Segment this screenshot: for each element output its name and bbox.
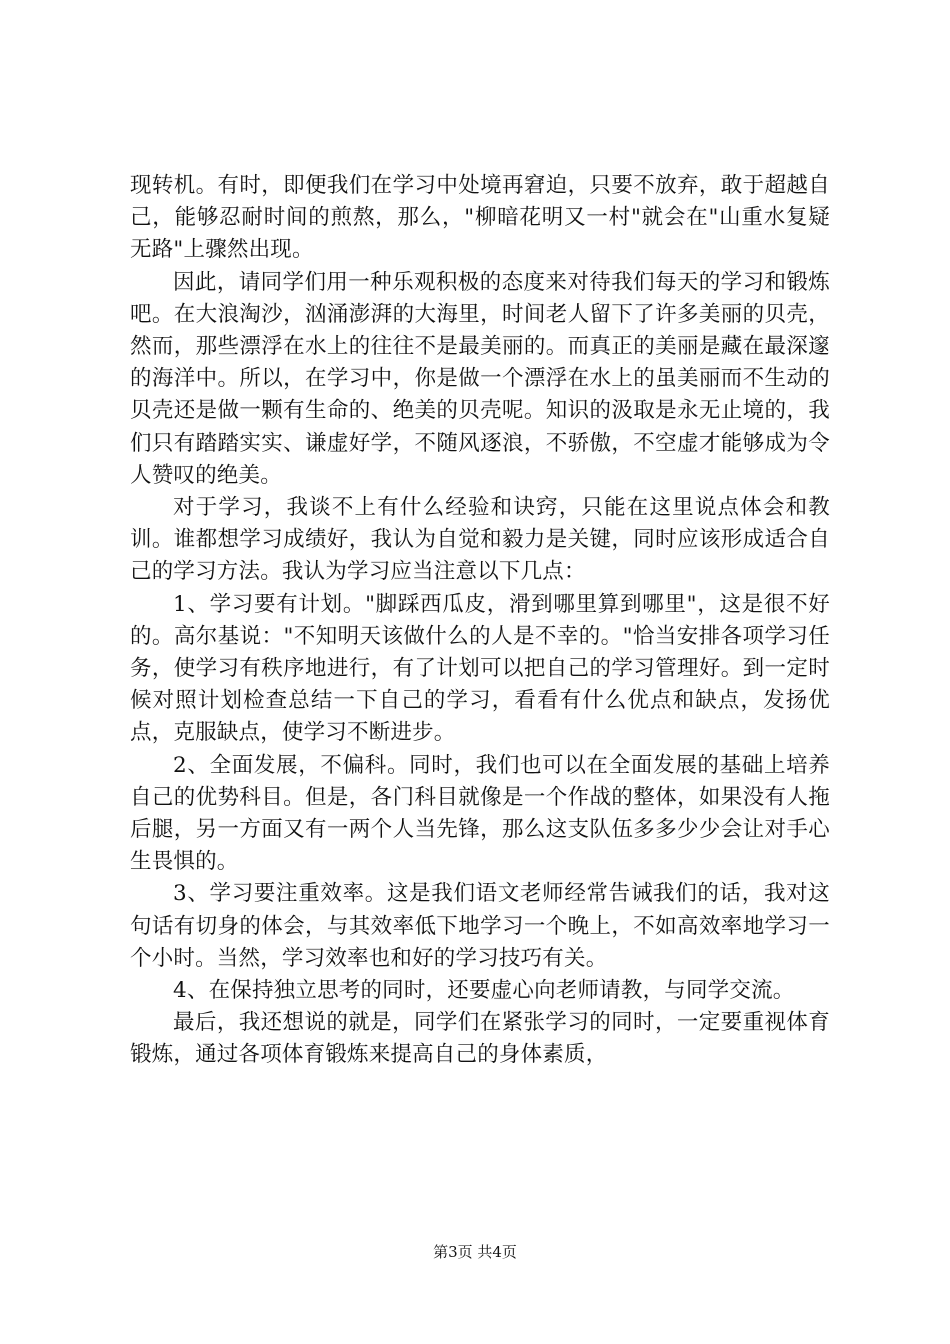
- paragraph-2: 因此，请同学们用一种乐观积极的态度来对待我们每天的学习和锻炼吧。在大浪淘沙，汹涌澎湃的大海里，时间老人留下了许多美丽的贝壳，然而，那些漂浮在水上的往往不是最美丽的。而真正的美丽是藏在最深邃的海洋中。所以，在学习中，你是做一个漂浮在水上的虽美丽而不生动的贝壳还是做一颗有生命的、绝美的贝壳呢。知识的汲取是永无止境的，我们只有踏踏实实、谦虚好学，不随风逐浪，不骄傲，不空虚才能够成为令人赞叹的绝美。: [130, 269, 830, 488]
- paragraph-1: 现转机。有时，即便我们在学习中处境再窘迫，只要不放弃，敢于超越自己，能够忍耐时间的煎熬，那么，"柳暗花明又一村"就会在"山重水复疑无路"上骤然出现。: [130, 173, 830, 263]
- paragraph-4: 1、学习要有计划。"脚踩西瓜皮，滑到哪里算到哪里"，这是很不好的。高尔基说："不知明天该做什么的人是不幸的。"恰当安排各项学习任务，使学习有秩序地进行，有了计划可以把自己的学习管理好。到一定时候对照计划检查总结一下自己的学习，看看有什么优点和缺点，发扬优点，克服缺点，使学习不断进步。: [130, 591, 830, 746]
- page-footer: [0, 1242, 950, 1262]
- paragraph-5: 2、全面发展，不偏科。同时，我们也可以在全面发展的基础上培养自己的优势科目。但是，各门科目就像是一个作战的整体，如果没有人拖后腿，另一方面又有一两个人当先锋，那么这支队伍多多少少会让对手心生畏惧的。: [130, 752, 830, 875]
- page-number: 第3页 共4页: [433, 1243, 517, 1261]
- paragraph-7: 4、在保持独立思考的同时，还要虚心向老师请教，与同学交流。: [173, 978, 795, 1004]
- paragraph-6: 3、学习要注重效率。这是我们语文老师经常告诫我们的话，我对这句话有切身的体会，与其效率低下地学习一个晚上，不如高效率地学习一个小时。当然，学习效率也和好的学习技巧有关。: [130, 881, 830, 971]
- document-body: [130, 170, 830, 1072]
- paragraph-8: 最后，我还想说的就是，同学们在紧张学习的同时，一定要重视体育锻炼，通过各项体育锻炼来提高自己的身体素质，: [130, 1010, 830, 1068]
- paragraph-3: 对于学习，我谈不上有什么经验和诀窍，只能在这里说点体会和教训。谁都想学习成绩好，我认为自觉和毅力是关键，同时应该形成适合自己的学习方法。我认为学习应当注意以下几点：: [130, 495, 830, 585]
